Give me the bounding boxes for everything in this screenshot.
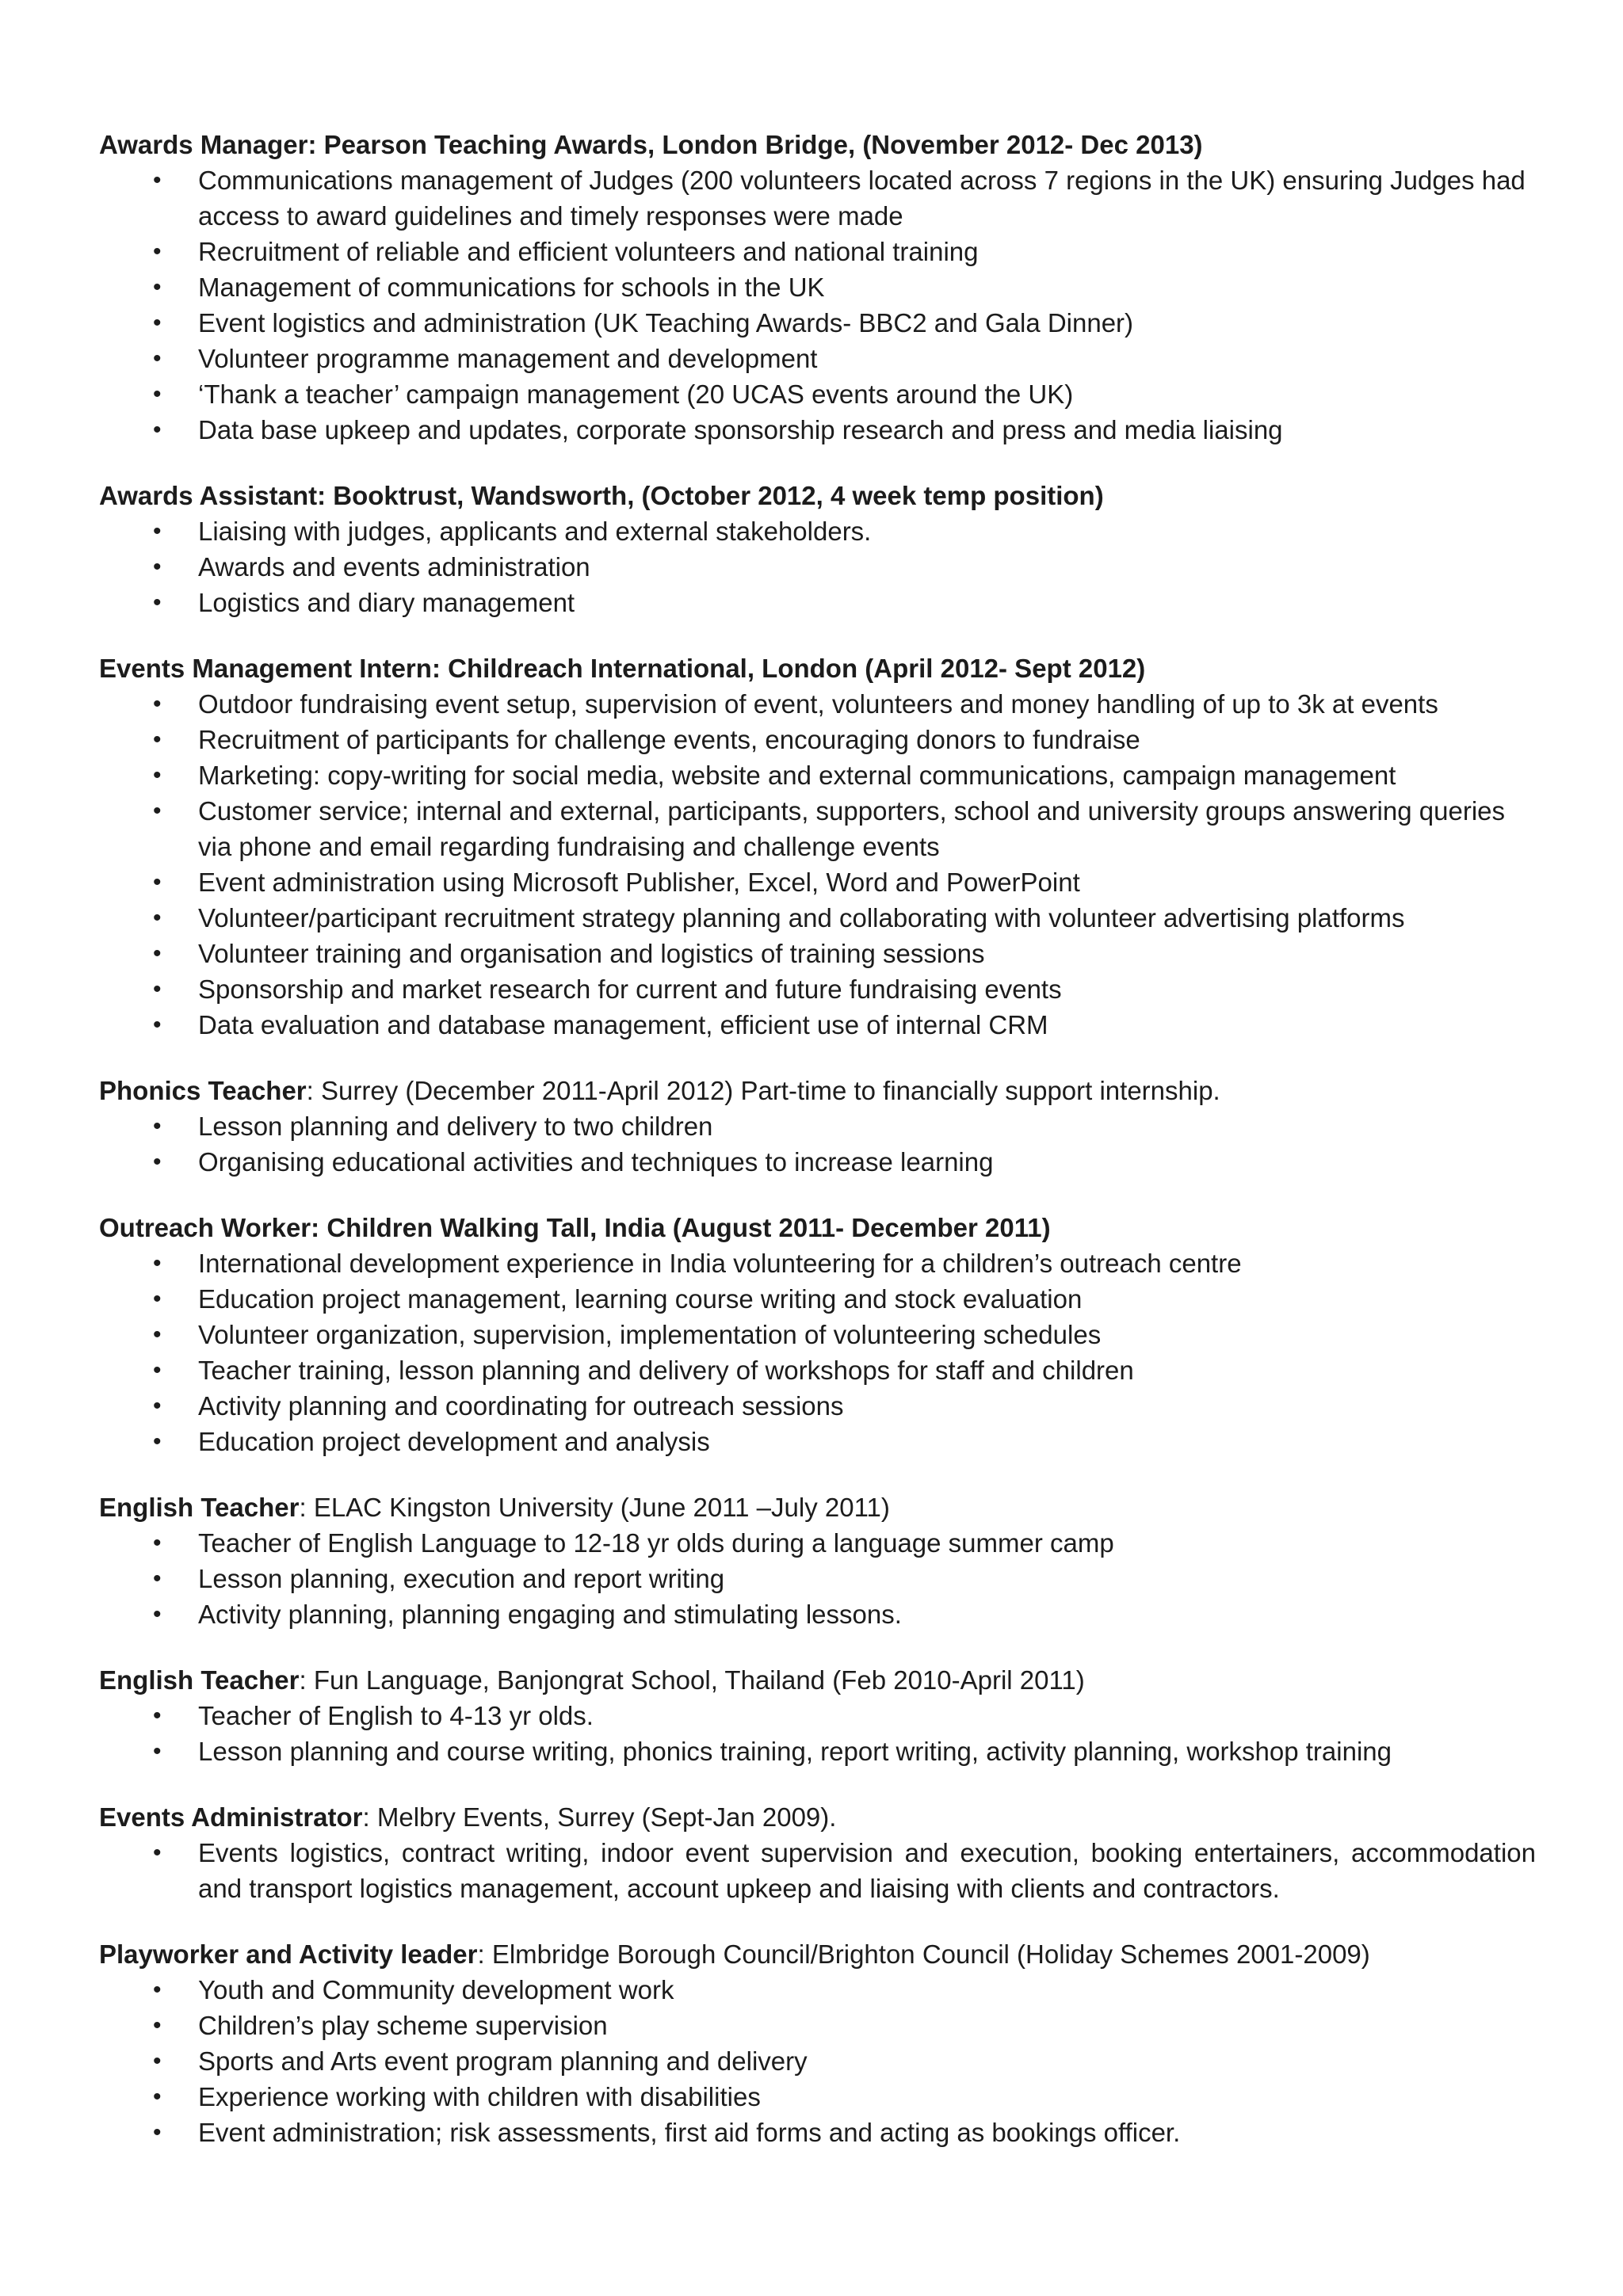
heading-separator: :: [317, 481, 334, 510]
job-heading: [99, 478, 1536, 513]
bullet-icon: •: [153, 2084, 162, 2110]
duty-item: [99, 1281, 1536, 1317]
duty-text: Activity planning and coordinating for outreach sessions: [198, 1391, 844, 1421]
duty-item: [99, 686, 1536, 722]
duty-item: [99, 412, 1536, 448]
duties-list: [99, 513, 1536, 620]
job-heading: [99, 1936, 1536, 1972]
duty-text: Lesson planning and delivery to two children: [198, 1112, 713, 1141]
duty-item: [99, 305, 1536, 341]
job-role: Awards Manager: [99, 130, 308, 159]
job-heading: [99, 1662, 1536, 1698]
job-details: ELAC Kingston University (June 2011 –July 2011): [313, 1493, 890, 1522]
duty-item: [99, 341, 1536, 376]
heading-separator: :: [477, 1939, 492, 1969]
duty-text: Outdoor fundraising event setup, supervision of event, volunteers and money handling of up to 3k at events: [198, 689, 1438, 719]
bullet-icon: •: [153, 1149, 162, 1175]
duty-text: International development experience in India volunteering for a children’s outreach centre: [198, 1249, 1242, 1278]
duty-item: [99, 1525, 1536, 1561]
job-role: English Teacher: [99, 1493, 300, 1522]
bullet-icon: •: [153, 1428, 162, 1455]
experience-section: [99, 1489, 1536, 1632]
duty-item: [99, 1596, 1536, 1632]
bullet-icon: •: [153, 1113, 162, 1139]
duties-list: [99, 162, 1536, 448]
duty-item: [99, 864, 1536, 900]
duty-text: Marketing: copy-writing for social media, website and external communications, campaign management: [198, 761, 1396, 790]
job-role: Outreach Worker: [99, 1213, 311, 1242]
duty-text: Teacher of English Language to 12-18 yr olds during a language summer camp: [198, 1528, 1114, 1558]
heading-separator: :: [299, 1493, 314, 1522]
duty-item: [99, 2043, 1536, 2079]
duty-text: Communications management of Judges (200 volunteers located across 7 regions in the UK) ensuring Judges had access to award guidelines and timely responses were made: [198, 166, 1526, 231]
duty-text: Recruitment of participants for challenge events, encouraging donors to fundraise: [198, 725, 1140, 754]
bullet-icon: •: [153, 1322, 162, 1348]
job-details: Pearson Teaching Awards, London Bridge, (November 2012- Dec 2013): [323, 130, 1203, 159]
duty-text: Management of communications for schools in the UK: [198, 273, 825, 302]
bullet-icon: •: [153, 905, 162, 931]
bullet-icon: •: [153, 1566, 162, 1592]
bullet-icon: •: [153, 1703, 162, 1729]
bullet-icon: •: [153, 167, 162, 193]
duties-list: [99, 1835, 1536, 1906]
experience-section: [99, 1799, 1536, 1906]
duty-item: [99, 376, 1536, 412]
duty-text: Logistics and diary management: [198, 588, 575, 617]
duty-item: [99, 234, 1536, 269]
bullet-icon: •: [153, 381, 162, 407]
duty-text: Organising educational activities and techniques to increase learning: [198, 1147, 994, 1177]
duty-item: [99, 1424, 1536, 1459]
duty-item: [99, 1108, 1536, 1144]
bullet-icon: •: [153, 691, 162, 717]
duty-item: [99, 1733, 1536, 1769]
job-details: Elmbridge Borough Council/Brighton Council (Holiday Schemes 2001-2009): [491, 1939, 1370, 1969]
job-details: Childreach International, London (April 2012- Sept 2012): [448, 654, 1146, 683]
duty-item: [99, 269, 1536, 305]
duty-text: Volunteer programme management and development: [198, 344, 818, 373]
duty-text: Event administration using Microsoft Publisher, Excel, Word and PowerPoint: [198, 868, 1080, 897]
heading-separator: :: [299, 1665, 314, 1695]
bullet-icon: •: [153, 274, 162, 300]
experience-section: [99, 478, 1536, 620]
duty-text: Youth and Community development work: [198, 1975, 674, 2004]
job-role: Awards Assistant: [99, 481, 318, 510]
experience-section: [99, 127, 1536, 448]
duty-item: [99, 2115, 1536, 2150]
heading-separator: :: [431, 654, 449, 683]
job-heading: [99, 1489, 1536, 1525]
heading-separator: :: [362, 1802, 377, 1832]
bullet-icon: •: [153, 727, 162, 753]
duty-item: [99, 1972, 1536, 2008]
duty-text: Events logistics, contract writing, indoor event supervision and execution, booking entertainers, accommodation and transport logistics management, account upkeep and liaising with clients and contractors.: [198, 1838, 1536, 1903]
bullet-icon: •: [153, 417, 162, 443]
duty-item: [99, 722, 1536, 757]
job-heading: [99, 1210, 1536, 1245]
bullet-icon: •: [153, 1977, 162, 2003]
duty-item: [99, 513, 1536, 549]
duty-text: Event administration; risk assessments, first aid forms and acting as bookings officer.: [198, 2118, 1181, 2147]
experience-section: [99, 1210, 1536, 1459]
duty-text: Activity planning, planning engaging and stimulating lessons.: [198, 1600, 902, 1629]
job-details: Melbry Events, Surrey (Sept-Jan 2009).: [376, 1802, 837, 1832]
bullet-icon: •: [153, 762, 162, 788]
job-role: English Teacher: [99, 1665, 300, 1695]
job-details: Booktrust, Wandsworth, (October 2012, 4 week temp position): [333, 481, 1104, 510]
job-heading: [99, 1073, 1536, 1108]
duty-text: Children’s play scheme supervision: [198, 2011, 608, 2040]
bullet-icon: •: [153, 1601, 162, 1627]
duty-item: [99, 2008, 1536, 2043]
bullet-icon: •: [153, 1393, 162, 1419]
bullet-icon: •: [153, 310, 162, 336]
duty-text: Awards and events administration: [198, 552, 590, 582]
duty-item: [99, 1352, 1536, 1388]
experience-section: [99, 650, 1536, 1043]
duty-text: Data base upkeep and updates, corporate sponsorship research and press and media liaising: [198, 415, 1283, 444]
bullet-icon: •: [153, 1738, 162, 1764]
job-role: Events Administrator: [99, 1802, 363, 1832]
bullet-icon: •: [153, 940, 162, 967]
heading-separator: :: [307, 130, 324, 159]
duty-item: [99, 1698, 1536, 1733]
duty-item: [99, 1835, 1536, 1906]
duty-item: [99, 1317, 1536, 1352]
duty-text: Customer service; internal and external, participants, supporters, school and university groups answering queries via phone and email regarding fundraising and challenge events: [198, 796, 1506, 861]
duty-text: Lesson planning, execution and report writing: [198, 1564, 725, 1593]
heading-separator: :: [311, 1213, 327, 1242]
job-heading: [99, 650, 1536, 686]
duties-list: [99, 1245, 1536, 1459]
job-role: Events Management Intern: [99, 654, 432, 683]
duty-text: Event logistics and administration (UK Teaching Awards- BBC2 and Gala Dinner): [198, 308, 1134, 338]
duty-item: [99, 900, 1536, 936]
bullet-icon: •: [153, 976, 162, 1002]
duty-item: [99, 1561, 1536, 1596]
duty-text: Experience working with children with disabilities: [198, 2082, 761, 2111]
experience-section: [99, 1073, 1536, 1180]
bullet-icon: •: [153, 869, 162, 895]
duty-text: Teacher training, lesson planning and delivery of workshops for staff and children: [198, 1356, 1134, 1385]
duty-item: [99, 936, 1536, 971]
duty-text: Volunteer/participant recruitment strategy planning and collaborating with volunteer advertising platforms: [198, 903, 1405, 933]
duty-item: [99, 793, 1536, 864]
job-details: Surrey (December 2011-April 2012) Part-time to financially support internship.: [321, 1076, 1220, 1105]
duty-item: [99, 1245, 1536, 1281]
job-details: Children Walking Tall, India (August 2011- December 2011): [327, 1213, 1051, 1242]
duty-text: Teacher of English to 4-13 yr olds.: [198, 1701, 594, 1730]
duty-item: [99, 162, 1536, 234]
bullet-icon: •: [153, 518, 162, 544]
bullet-icon: •: [153, 1840, 162, 1866]
duty-item: [99, 2079, 1536, 2115]
job-heading: [99, 1799, 1536, 1835]
duty-text: Data evaluation and database management, efficient use of internal CRM: [198, 1010, 1048, 1039]
job-heading: [99, 127, 1536, 162]
bullet-icon: •: [153, 554, 162, 580]
duty-item: [99, 549, 1536, 585]
duty-text: Education project development and analysis: [198, 1427, 710, 1456]
duties-list: [99, 686, 1536, 1043]
job-details: Fun Language, Banjongrat School, Thailand (Feb 2010-April 2011): [313, 1665, 1085, 1695]
duty-item: [99, 1007, 1536, 1043]
duties-list: [99, 1525, 1536, 1632]
bullet-icon: •: [153, 2119, 162, 2145]
duties-list: [99, 1972, 1536, 2150]
bullet-icon: •: [153, 345, 162, 372]
duty-text: Lesson planning and course writing, phonics training, report writing, activity planning, workshop training: [198, 1737, 1392, 1766]
duty-item: [99, 971, 1536, 1007]
bullet-icon: •: [153, 238, 162, 265]
bullet-icon: •: [153, 2012, 162, 2039]
duty-text: Liaising with judges, applicants and external stakeholders.: [198, 517, 872, 546]
duty-item: [99, 1388, 1536, 1424]
job-role: Phonics Teacher: [99, 1076, 307, 1105]
heading-separator: :: [306, 1076, 321, 1105]
bullet-icon: •: [153, 798, 162, 824]
duty-text: Sponsorship and market research for current and future fundraising events: [198, 974, 1062, 1004]
bullet-icon: •: [153, 589, 162, 616]
duty-item: [99, 757, 1536, 793]
bullet-icon: •: [153, 2048, 162, 2074]
duty-text: Volunteer training and organisation and logistics of training sessions: [198, 939, 985, 968]
bullet-icon: •: [153, 1530, 162, 1556]
duty-text: Recruitment of reliable and efficient volunteers and national training: [198, 237, 979, 266]
bullet-icon: •: [153, 1250, 162, 1276]
job-role: Playworker and Activity leader: [99, 1939, 478, 1969]
duty-text: Sports and Arts event program planning and delivery: [198, 2046, 808, 2076]
duties-list: [99, 1698, 1536, 1769]
duty-text: ‘Thank a teacher’ campaign management (20 UCAS events around the UK): [198, 379, 1074, 409]
bullet-icon: •: [153, 1357, 162, 1383]
duty-text: Education project management, learning course writing and stock evaluation: [198, 1284, 1083, 1314]
duty-text: Volunteer organization, supervision, implementation of volunteering schedules: [198, 1320, 1102, 1349]
duty-item: [99, 1144, 1536, 1180]
duties-list: [99, 1108, 1536, 1180]
bullet-icon: •: [153, 1012, 162, 1038]
experience-section: [99, 1662, 1536, 1769]
bullet-icon: •: [153, 1286, 162, 1312]
duty-item: [99, 585, 1536, 620]
experience-section: [99, 1936, 1536, 2150]
